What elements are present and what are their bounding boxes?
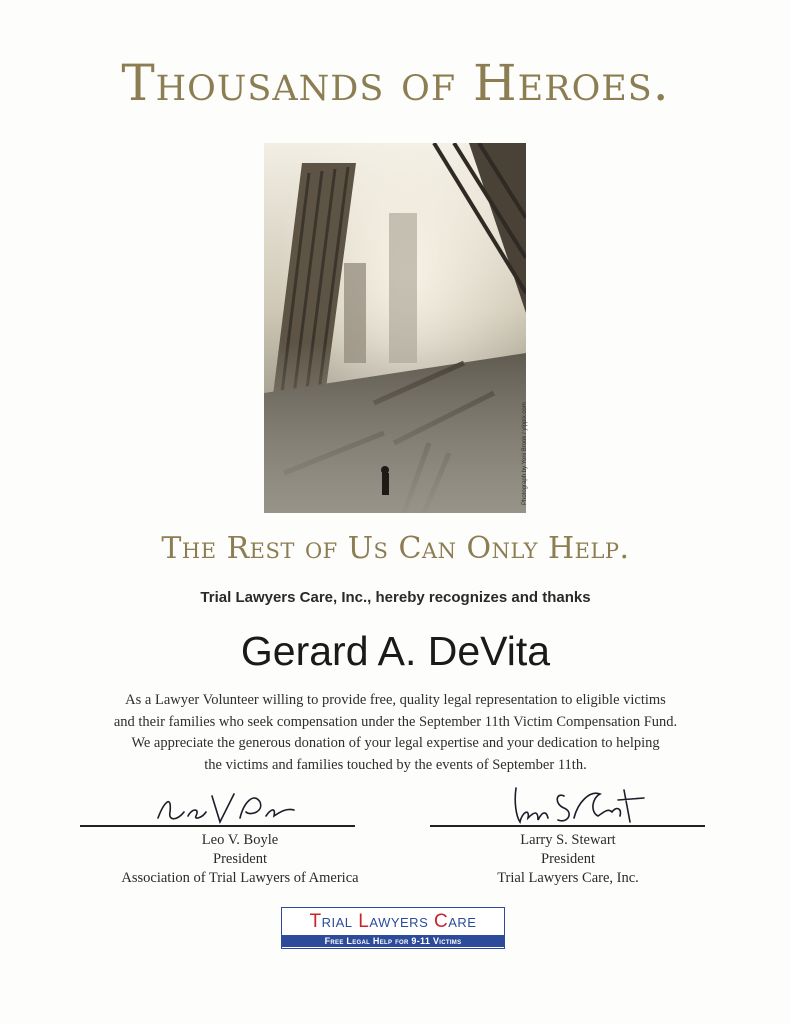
signatory-title: President (541, 851, 595, 867)
signatory-name: Leo V. Boyle (201, 832, 279, 848)
citation-text (60, 690, 731, 776)
signatory-organization: Association of Trial Lawyers of America (121, 870, 359, 886)
ground-zero-photo (264, 143, 526, 513)
subheadline: The Rest of Us Can Only Help. (161, 531, 630, 566)
citation-line: the victims and families touched by the events of September 11th. (204, 756, 587, 773)
signature-line-left (80, 825, 355, 827)
logo-initial: C (434, 911, 449, 932)
citation-line: We appreciate the generous donation of your legal expertise and your dedication to helping (131, 735, 660, 751)
photo-credit: Photograph by Yoni Brook / ylppix.com (522, 402, 528, 505)
signatory-name: Larry S. Stewart (520, 832, 616, 848)
logo-word: awyers (369, 911, 435, 932)
logo-word: are (448, 911, 477, 932)
logo-initial: T (309, 911, 322, 932)
logo-initial: L (358, 911, 370, 932)
headline: Thousands of Heroes. (121, 54, 670, 112)
signatory-right (468, 831, 668, 888)
signatory-title: President (213, 851, 267, 867)
honoree-name: Gerard A. DeVita (240, 628, 551, 674)
citation-line: As a Lawyer Volunteer willing to provide free, quality legal representation to eligible victims (125, 692, 666, 708)
logo-word: rial (321, 911, 359, 932)
larry-stewart-signature (508, 782, 648, 828)
citation-line: and their families who seek compensation under the September 11th Victim Compensation Fund. (113, 713, 678, 730)
logo-wordmark (282, 908, 504, 935)
signatory-left (80, 831, 400, 888)
trial-lawyers-care-logo (281, 907, 505, 949)
signatory-organization: Trial Lawyers Care, Inc. (497, 870, 639, 886)
leo-boyle-signature (150, 782, 300, 828)
logo-tagline: Free Legal Help for 9-11 Victims (282, 935, 504, 947)
signature-line-right (430, 825, 705, 827)
recognition-line: Trial Lawyers Care, Inc., hereby recognizes and thanks (200, 589, 591, 606)
